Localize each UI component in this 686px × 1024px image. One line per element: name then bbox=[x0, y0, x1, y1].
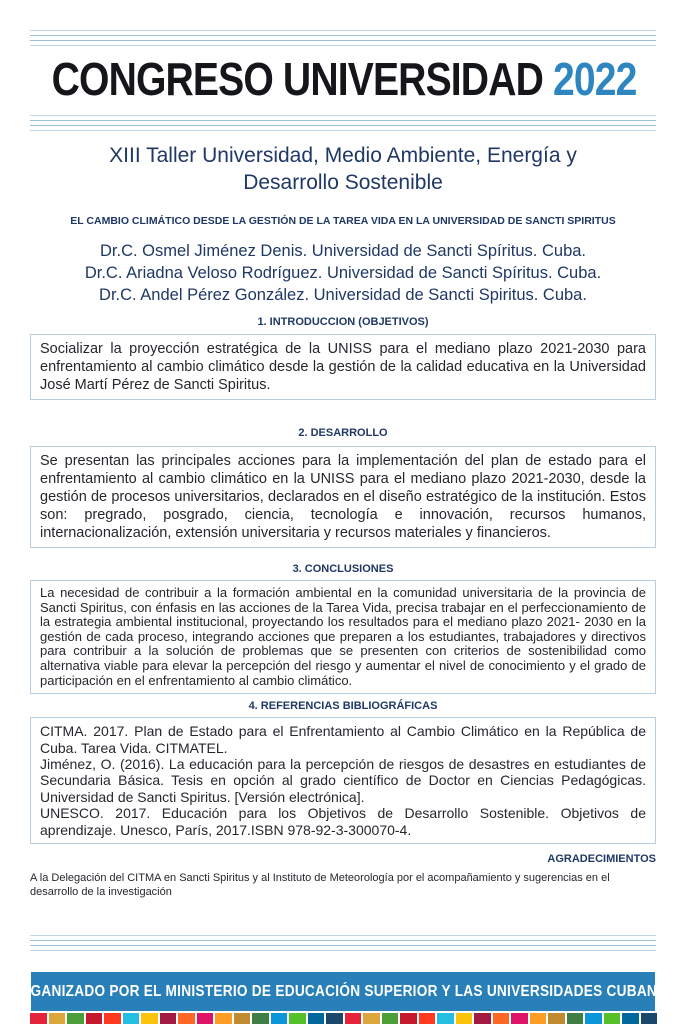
references-box bbox=[30, 717, 656, 844]
sdg-color-square bbox=[271, 1013, 288, 1024]
divider-line bbox=[30, 950, 656, 951]
section-heading-references: 4. REFERENCIAS BIBLIOGRÁFICAS bbox=[248, 700, 438, 713]
congress-title-year: 2022 bbox=[552, 53, 637, 105]
sdg-color-square bbox=[456, 1013, 473, 1024]
sdg-color-square bbox=[604, 1013, 621, 1024]
sdg-color-square bbox=[363, 1013, 380, 1024]
workshop-title-line2: Desarrollo Sostenible bbox=[243, 171, 443, 194]
sdg-color-square bbox=[511, 1013, 528, 1024]
organizer-banner-text: ORGANIZADO POR EL MINISTERIO DE EDUCACIÓN SUPERIOR Y LAS UNIVERSIDADES CUBANAS bbox=[9, 982, 677, 1000]
sdg-color-square bbox=[197, 1013, 214, 1024]
acknowledgements-text: A la Delegación del CITMA en Sancti Spiritus y al Instituto de Meteorología por el acompañamiento y sugerencias en el desarrollo de la investigación bbox=[30, 872, 610, 898]
bottom-divider-lines bbox=[30, 935, 656, 951]
section-heading-acknowledgements: AGRADECIMIENTOS bbox=[547, 853, 656, 865]
congress-title bbox=[0, 55, 686, 103]
sdg-color-square bbox=[308, 1013, 325, 1024]
author-line: Dr.C. Andel Pérez González. Universidad de Sancti Spiritus. Cuba. bbox=[99, 286, 587, 304]
sdg-color-square bbox=[530, 1013, 547, 1024]
sdg-color-square bbox=[30, 1013, 47, 1024]
sdg-color-square bbox=[585, 1013, 602, 1024]
sdg-color-square bbox=[419, 1013, 436, 1024]
workshop-title-line1: XIII Taller Universidad, Medio Ambiente, Energía y bbox=[109, 144, 577, 167]
sdg-color-square bbox=[289, 1013, 306, 1024]
section-heading-conclusions: 3. CONCLUSIONES bbox=[292, 563, 394, 575]
reference-item: CITMA. 2017. Plan de Estado para el Enfrentamiento al Cambio Climático en la República de Cuba. Tarea Vida. CITMATEL. bbox=[40, 723, 646, 756]
sdg-color-square bbox=[49, 1013, 66, 1024]
sdg-color-square bbox=[400, 1013, 417, 1024]
congress-title-text: CONGRESO UNIVERSIDAD bbox=[51, 53, 543, 105]
divider-line bbox=[30, 125, 656, 126]
sdg-color-square bbox=[345, 1013, 362, 1024]
introduction-box bbox=[30, 334, 656, 400]
sdg-strip bbox=[30, 1013, 657, 1024]
sdg-color-square bbox=[178, 1013, 195, 1024]
sdg-color-square bbox=[160, 1013, 177, 1024]
conclusions-text: La necesidad de contribuir a la formación ambiental en la comunidad universitaria de la provincia de Sancti Spiritus, con énfasis en las acciones de la Tarea Vida, precisa trabajar en el perfeccionamiento de la estrategia ambiental institucional, proyectando los resultados para el mediano plazo 2021- 2030 en la gestión de cada proceso, integrando acciones que preparen a los estudiantes, trabajadores y directivos para contribuir a la solución de problemas que se presenten con criterios de sostenibilidad como alternativa viable para elevar la percepción del riesgo y aumentar el nivel de conocimiento y el grado de participación en el enfrentamiento al cambio climático. bbox=[40, 585, 646, 688]
divider-line bbox=[30, 130, 656, 131]
divider-line bbox=[30, 115, 656, 116]
divider-line bbox=[30, 120, 656, 121]
sdg-color-square bbox=[252, 1013, 269, 1024]
divider-line bbox=[30, 945, 656, 946]
sdg-color-square bbox=[67, 1013, 84, 1024]
sdg-color-square bbox=[622, 1013, 639, 1024]
sdg-color-square bbox=[437, 1013, 454, 1024]
sdg-color-square bbox=[474, 1013, 491, 1024]
divider-line bbox=[30, 35, 656, 36]
sdg-color-square bbox=[86, 1013, 103, 1024]
divider-line bbox=[30, 940, 656, 941]
sdg-color-square bbox=[326, 1013, 343, 1024]
paper-title: EL CAMBIO CLIMÁTICO DESDE LA GESTIÓN DE LA TAREA VIDA EN LA UNIVERSIDAD DE SANCTI SPIRITUS bbox=[70, 215, 616, 227]
sdg-color-square bbox=[567, 1013, 584, 1024]
sdg-color-square bbox=[141, 1013, 158, 1024]
sdg-color-square bbox=[641, 1013, 658, 1024]
title-divider-lines bbox=[30, 115, 656, 131]
development-box bbox=[30, 446, 656, 548]
conclusions-box bbox=[30, 580, 656, 694]
organizer-banner bbox=[9, 972, 677, 1011]
development-text: Se presentan las principales acciones para la implementación del plan de estado para el enfrentamiento al cambio climático en la UNISS para el mediano plazo 2021-2030, desde la gestión de procesos universitarios, declarados en el diseño estratégico de la institución. Estos son: pregrado, posgrado, ciencia, tecnología e innovación, recursos humanos, internacionalización, extensión universitaria y recursos materiales y financieros. bbox=[40, 453, 646, 541]
sdg-color-square bbox=[215, 1013, 232, 1024]
sdg-color-square bbox=[123, 1013, 140, 1024]
sdg-color-square bbox=[493, 1013, 510, 1024]
introduction-text: Socializar la proyección estratégica de la UNISS para el mediano plazo 2021-2030 para enfrentamiento al cambio climático desde la gestión de la calidad educativa en la Universidad José Martí Pérez de Sancti Spiritus. bbox=[40, 341, 646, 393]
divider-line bbox=[30, 40, 656, 41]
workshop-title bbox=[30, 142, 656, 196]
section-heading-development: 2. DESARROLLO bbox=[298, 427, 388, 439]
sdg-color-square bbox=[104, 1013, 121, 1024]
reference-item: UNESCO. 2017. Educación para los Objetivos de Desarrollo Sostenible. Objetivos de aprendizaje. Unesco, París, 2017.ISBN 978-92-3-300070-4. bbox=[40, 805, 646, 838]
section-heading-introduction: 1. INTRODUCCION (OBJETIVOS) bbox=[257, 316, 429, 328]
sdg-color-square bbox=[382, 1013, 399, 1024]
author-line: Dr.C. Ariadna Veloso Rodríguez. Universidad de Sancti Spíritus. Cuba. bbox=[84, 264, 602, 282]
reference-item: Jiménez, O. (2016). La educación para la percepción de riesgos de desastres en estudiantes de Secundaria Básica. Tesis en opción al grado científico de Doctor en Ciencias Pedagógicas. Universidad de Sancti Spiritus. [Versión electrónica]. bbox=[40, 755, 646, 805]
sdg-color-square bbox=[548, 1013, 565, 1024]
divider-line bbox=[30, 30, 656, 31]
author-list bbox=[30, 240, 656, 306]
divider-line bbox=[30, 935, 656, 936]
sdg-color-square bbox=[234, 1013, 251, 1024]
author-line: Dr.C. Osmel Jiménez Denis. Universidad de Sancti Spíritus. Cuba. bbox=[99, 242, 587, 260]
divider-line bbox=[30, 45, 656, 46]
top-divider-lines bbox=[30, 0, 656, 46]
